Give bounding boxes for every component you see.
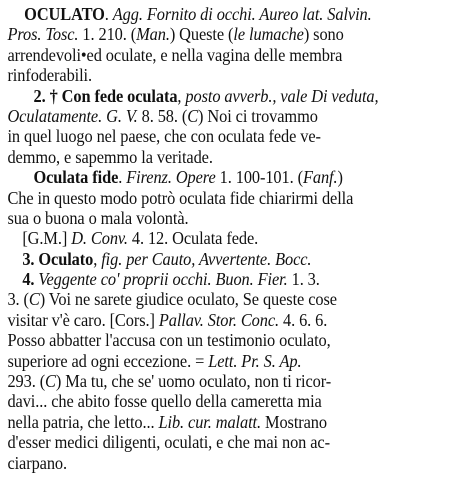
text-run: 8. 58. (	[137, 105, 188, 126]
italic-run: Fanf.	[302, 167, 338, 188]
text-run: sua o buona o mala volontà.	[7, 207, 189, 228]
text-line	[7, 188, 459, 208]
text-run: 4. 6. 6.	[279, 309, 328, 330]
italic-run: Lib. cur. malatt.	[158, 411, 262, 432]
text-run: davi... che abito fosse quello della cameretta mia	[7, 391, 322, 412]
text-line	[7, 453, 459, 473]
text-line	[7, 45, 459, 65]
italic-run: D. Conv.	[71, 228, 128, 249]
entry-oculato	[7, 4, 459, 86]
subentry-oculata-fide	[7, 167, 459, 249]
text-line	[7, 351, 459, 371]
text-run: ) Noi ci trovammo	[198, 105, 318, 126]
text-line	[7, 391, 459, 411]
text-line	[7, 147, 459, 167]
text-line	[7, 167, 459, 187]
text-line	[7, 208, 459, 228]
text-run: 1. 3.	[287, 269, 320, 290]
sense-2	[7, 86, 459, 168]
text-run: ) Queste (	[169, 24, 234, 45]
text-run: ) Ma tu, che se' uomo oculato, non ti ricor-	[55, 371, 332, 392]
text-run: Posso abbatter l'accusa con un testimonio oculato,	[7, 330, 331, 351]
text-run: )	[337, 167, 343, 188]
text-run: .	[104, 4, 113, 24]
italic-run: Agg. Fornito di occhi. Aureo lat. Salvin.	[112, 4, 372, 24]
text-line	[7, 126, 459, 146]
italic-run: posto avverb., vale Di veduta,	[185, 85, 379, 106]
italic-run: Lett. Pr. S. Ap.	[208, 350, 302, 371]
text-run: ,	[93, 248, 102, 269]
text-run: .	[118, 167, 127, 188]
italic-run: Veggente co' proprii occhi. Buon. Fier.	[38, 269, 288, 290]
italic-run: le lumache	[233, 24, 304, 45]
text-line	[7, 65, 459, 85]
italic-run: C	[187, 105, 199, 126]
text-run: rinfoderabili.	[7, 65, 93, 86]
text-run: ) sono	[303, 24, 344, 45]
bold-run: 4.	[22, 269, 39, 290]
italic-run: Oculatamente. G. V.	[7, 105, 138, 126]
italic-run: Firenz. Opere	[126, 167, 216, 188]
text-run: visitar v'è caro. [Cors.]	[7, 309, 159, 330]
text-run: [G.M.]	[22, 228, 72, 249]
bold-run: 2. † Con fede oculata	[33, 85, 178, 106]
text-run: 1. 210. (	[78, 24, 137, 45]
text-line	[7, 289, 459, 309]
text-run: d'esser medici diligenti, oculati, e che mai non ac-	[7, 432, 330, 453]
italic-run: C	[28, 289, 40, 310]
text-line	[7, 106, 459, 126]
text-line	[7, 24, 459, 44]
text-run: ) Voi ne sarete giudice oculato, Se queste cose	[39, 289, 337, 310]
text-run: demmo, e sapemmo la veritade.	[7, 146, 213, 167]
text-run: 1. 100-101. (	[215, 167, 303, 188]
text-run: 4. 12. Oculata fede.	[127, 228, 259, 249]
italic-run: Pallav. Stor. Conc.	[158, 309, 280, 330]
sense-4	[7, 269, 459, 473]
bold-run: OCULATO	[24, 4, 105, 24]
text-line	[7, 371, 459, 391]
text-run: arrendevoli•ed oculate, e nella vagina delle membra	[7, 44, 343, 65]
text-run: 293. (	[7, 371, 46, 392]
text-run: in quel luogo nel paese, che con oculata fede ve-	[7, 126, 321, 147]
italic-run: Pros. Tosc.	[7, 24, 79, 45]
text-line	[7, 432, 459, 452]
italic-run: Man.	[136, 24, 170, 45]
text-line	[7, 412, 459, 432]
italic-run: fig. per Cauto, Avvertente. Bocc.	[101, 248, 312, 269]
text-run: superiore ad ogni eccezione. =	[7, 350, 209, 371]
text-run: nella patria, che letto...	[7, 411, 159, 432]
text-line	[7, 4, 459, 24]
text-line	[7, 228, 459, 248]
text-line	[7, 249, 459, 269]
text-line	[7, 86, 459, 106]
text-line	[7, 310, 459, 330]
sense-3	[7, 249, 459, 269]
text-run: ciarpano.	[7, 452, 68, 473]
text-line	[7, 269, 459, 289]
text-run: Che in questo modo potrò oculata fide chiarirmi della	[7, 187, 354, 208]
italic-run: C	[45, 371, 56, 392]
text-run: ,	[177, 85, 186, 106]
text-line	[7, 330, 459, 350]
text-run: Mostrano	[261, 411, 327, 432]
bold-run: 3. Oculato	[22, 248, 94, 269]
text-run: 3. (	[7, 289, 29, 310]
bold-run: Oculata fide	[33, 167, 119, 188]
